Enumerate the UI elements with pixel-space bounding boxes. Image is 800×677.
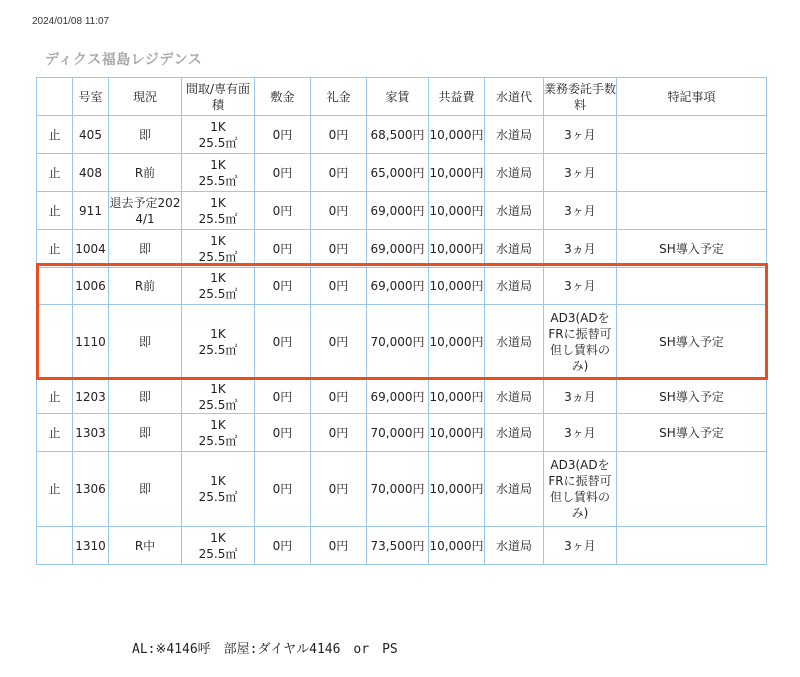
cell-commission: 3ヵ月 — [544, 230, 617, 268]
cell-water: 水道局 — [485, 380, 544, 414]
cell-layout-area — [182, 230, 255, 268]
cell-water: 水道局 — [485, 192, 544, 230]
layout-type: 1K — [210, 327, 226, 341]
cell-key-money: 0円 — [311, 116, 367, 154]
cell-deposit: 0円 — [255, 192, 311, 230]
floor-area: 25.5㎡ — [198, 287, 238, 301]
cell-common-fee: 10,000円 — [429, 116, 485, 154]
cell-commission: AD3(ADをFRに振替可但し賃料のみ) — [544, 305, 617, 380]
cell-deposit: 0円 — [255, 268, 311, 305]
cell-water: 水道局 — [485, 116, 544, 154]
cell-rent: 69,000円 — [367, 380, 429, 414]
cell-mark: 止 — [37, 230, 73, 268]
cell-common-fee: 10,000円 — [429, 414, 485, 452]
table-header-row — [37, 78, 767, 116]
cell-status: R中 — [109, 527, 182, 565]
cell-deposit: 0円 — [255, 116, 311, 154]
cell-room: 1306 — [73, 452, 109, 527]
floor-area: 25.5㎡ — [198, 546, 238, 561]
cell-key-money: 0円 — [311, 527, 367, 565]
cell-status: 即 — [109, 452, 182, 527]
access-info: AL:※4146呼 部屋:ダイヤル4146 or PS — [132, 642, 398, 657]
cell-mark: 止 — [37, 414, 73, 452]
cell-room: 1110 — [73, 305, 109, 380]
cell-key-money: 0円 — [311, 452, 367, 527]
cell-deposit: 0円 — [255, 414, 311, 452]
cell-room: 1203 — [73, 380, 109, 414]
cell-key-money: 0円 — [311, 154, 367, 192]
cell-status: 即 — [109, 380, 182, 414]
header-common-fee: 共益費 — [429, 78, 485, 116]
cell-status: R前 — [109, 268, 182, 305]
header-deposit: 敷金 — [255, 78, 311, 116]
cell-layout-area — [182, 192, 255, 230]
cell-key-money: 0円 — [311, 305, 367, 380]
cell-mark — [37, 527, 73, 565]
cell-room: 408 — [73, 154, 109, 192]
cell-notes: SH導入予定 — [617, 380, 767, 414]
cell-room: 1303 — [73, 414, 109, 452]
header-rent: 家賃 — [367, 78, 429, 116]
cell-room: 405 — [73, 116, 109, 154]
cell-water: 水道局 — [485, 305, 544, 380]
cell-status: 即 — [109, 305, 182, 380]
table-row — [37, 230, 767, 268]
cell-deposit: 0円 — [255, 527, 311, 565]
table-row — [37, 116, 767, 154]
cell-commission: 3ヶ月 — [544, 268, 617, 305]
cell-notes — [617, 527, 767, 565]
cell-water: 水道局 — [485, 414, 544, 452]
layout-type: 1K — [210, 271, 226, 285]
cell-status: 即 — [109, 116, 182, 154]
cell-notes: SH導入予定 — [617, 305, 767, 380]
cell-water: 水道局 — [485, 527, 544, 565]
cell-mark: 止 — [37, 192, 73, 230]
layout-type: 1K — [210, 119, 226, 134]
cell-rent: 70,000円 — [367, 305, 429, 380]
table-row — [37, 268, 767, 305]
cell-room: 1004 — [73, 230, 109, 268]
table-row — [37, 414, 767, 452]
cell-rent: 73,500円 — [367, 527, 429, 565]
cell-notes — [617, 154, 767, 192]
cell-mark: 止 — [37, 154, 73, 192]
cell-status: 即 — [109, 230, 182, 268]
cell-deposit: 0円 — [255, 380, 311, 414]
header-water: 水道代 — [485, 78, 544, 116]
cell-rent: 68,500円 — [367, 116, 429, 154]
cell-rent: 70,000円 — [367, 414, 429, 452]
cell-layout-area — [182, 414, 255, 452]
cell-commission: 3ヶ月 — [544, 116, 617, 154]
cell-water: 水道局 — [485, 452, 544, 527]
cell-layout-area — [182, 305, 255, 380]
cell-key-money: 0円 — [311, 192, 367, 230]
cell-mark — [37, 268, 73, 305]
table-row — [37, 154, 767, 192]
floor-area: 25.5㎡ — [198, 490, 238, 504]
header-key-money: 礼金 — [311, 78, 367, 116]
cell-mark — [37, 305, 73, 380]
cell-commission: AD3(ADをFRに振替可但し賃料のみ) — [544, 452, 617, 527]
cell-common-fee: 10,000円 — [429, 154, 485, 192]
table-row — [37, 192, 767, 230]
floor-area: 25.5㎡ — [198, 397, 238, 412]
cell-mark: 止 — [37, 116, 73, 154]
layout-type: 1K — [210, 233, 226, 248]
cell-layout-area — [182, 452, 255, 527]
cell-rent: 69,000円 — [367, 268, 429, 305]
cell-deposit: 0円 — [255, 305, 311, 380]
layout-type: 1K — [210, 157, 226, 172]
cell-common-fee: 10,000円 — [429, 268, 485, 305]
header-mark — [37, 78, 73, 116]
cell-notes — [617, 116, 767, 154]
cell-commission: 3ヶ月 — [544, 192, 617, 230]
cell-water: 水道局 — [485, 268, 544, 305]
layout-type: 1K — [210, 381, 226, 396]
floor-area: 25.5㎡ — [198, 211, 238, 226]
floor-area: 25.5㎡ — [198, 249, 238, 264]
cell-commission: 3ヶ月 — [544, 414, 617, 452]
floor-area: 25.5㎡ — [198, 343, 238, 357]
table-row — [37, 527, 767, 565]
cell-mark: 止 — [37, 380, 73, 414]
layout-type: 1K — [210, 530, 226, 545]
cell-commission: 3ヵ月 — [544, 380, 617, 414]
header-layout-area: 間取/専有面積 — [182, 78, 255, 116]
cell-notes — [617, 192, 767, 230]
floor-area: 25.5㎡ — [198, 433, 238, 448]
cell-commission: 3ヶ月 — [544, 527, 617, 565]
cell-layout-area — [182, 116, 255, 154]
cell-layout-area — [182, 380, 255, 414]
header-status: 現況 — [109, 78, 182, 116]
cell-common-fee: 10,000円 — [429, 305, 485, 380]
cell-water: 水道局 — [485, 154, 544, 192]
cell-deposit: 0円 — [255, 230, 311, 268]
cell-notes: SH導入予定 — [617, 414, 767, 452]
cell-status: 退去予定2024/1 — [109, 192, 182, 230]
floor-area: 25.5㎡ — [198, 173, 238, 188]
cell-rent: 69,000円 — [367, 230, 429, 268]
cell-status: R前 — [109, 154, 182, 192]
cell-deposit: 0円 — [255, 452, 311, 527]
cell-rent: 65,000円 — [367, 154, 429, 192]
floor-area: 25.5㎡ — [198, 135, 238, 150]
cell-notes — [617, 452, 767, 527]
cell-key-money: 0円 — [311, 380, 367, 414]
cell-mark: 止 — [37, 452, 73, 527]
layout-type: 1K — [210, 195, 226, 210]
cell-common-fee: 10,000円 — [429, 192, 485, 230]
print-timestamp: 2024/01/08 11:07 — [32, 16, 110, 27]
cell-room: 911 — [73, 192, 109, 230]
cell-common-fee: 10,000円 — [429, 452, 485, 527]
cell-layout-area — [182, 527, 255, 565]
room-listing-table — [36, 77, 767, 565]
cell-layout-area — [182, 268, 255, 305]
table-row — [37, 452, 767, 527]
layout-type: 1K — [210, 474, 226, 488]
cell-room: 1006 — [73, 268, 109, 305]
cell-key-money: 0円 — [311, 230, 367, 268]
cell-common-fee: 10,000円 — [429, 527, 485, 565]
header-commission: 業務委託手数料 — [544, 78, 617, 116]
cell-deposit: 0円 — [255, 154, 311, 192]
cell-room: 1310 — [73, 527, 109, 565]
header-room: 号室 — [73, 78, 109, 116]
building-name: ディクス福島レジデンス — [45, 52, 203, 68]
layout-type: 1K — [210, 417, 226, 432]
cell-rent: 70,000円 — [367, 452, 429, 527]
cell-layout-area — [182, 154, 255, 192]
cell-key-money: 0円 — [311, 268, 367, 305]
cell-notes — [617, 268, 767, 305]
cell-status: 即 — [109, 414, 182, 452]
table-row — [37, 305, 767, 380]
header-notes: 特記事項 — [617, 78, 767, 116]
table-body — [37, 116, 767, 565]
cell-rent: 69,000円 — [367, 192, 429, 230]
cell-notes: SH導入予定 — [617, 230, 767, 268]
cell-key-money: 0円 — [311, 414, 367, 452]
cell-commission: 3ヶ月 — [544, 154, 617, 192]
cell-common-fee: 10,000円 — [429, 230, 485, 268]
table-row — [37, 380, 767, 414]
cell-common-fee: 10,000円 — [429, 380, 485, 414]
cell-water: 水道局 — [485, 230, 544, 268]
